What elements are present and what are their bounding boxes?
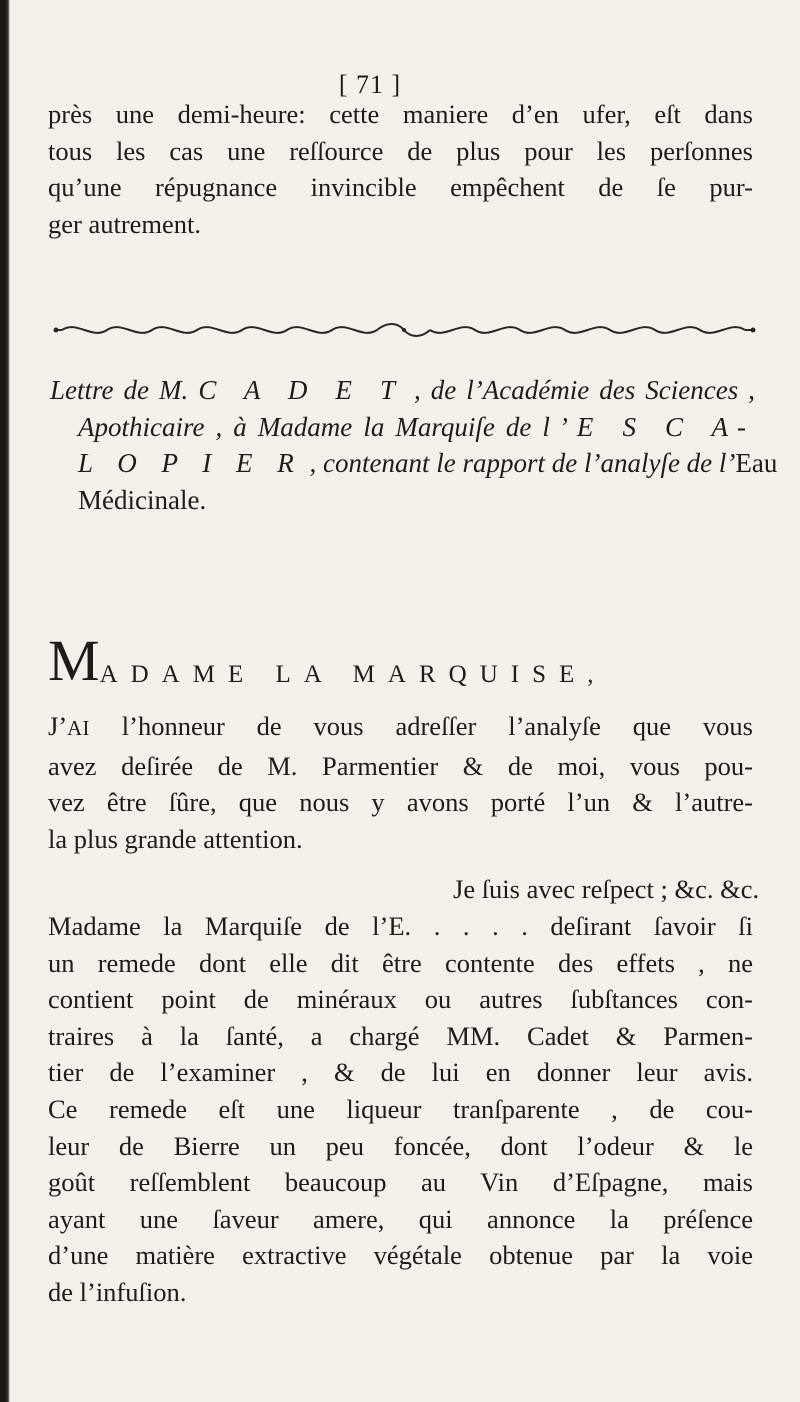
heading-line-1 (50, 372, 755, 409)
text-line: la plus grande attention. (48, 823, 303, 854)
letter-body (48, 708, 760, 1311)
top-paragraph (48, 96, 753, 242)
text-line: un remede dont elle dit être contente des effets , ne (48, 947, 753, 978)
text-line: tier de l’examiner , & de lui en donner leur avis. (48, 1057, 753, 1088)
heading-text: , contenant le rapport de l’analyſe de l’ (309, 448, 736, 479)
heading-text: , de l’Académie des Sciences , (414, 375, 756, 405)
text-line: de l’infuſion. (48, 1276, 187, 1307)
text-line: leur de Bierre un peu foncée, dont l’odeur & le (48, 1130, 753, 1161)
heading-text: Lettre de M. (50, 375, 189, 405)
text-line: ayant une ſaveur amere, qui annonce la préſence (48, 1203, 753, 1234)
salutation-initial: M (48, 628, 100, 693)
opening-initial: J’ (48, 711, 68, 741)
text-line: avez deſirée de M. Parmentier & de moi, vous pou- (48, 750, 753, 781)
opening-text: l’honneur de vous adreſſer l’analyſe que vous (89, 711, 753, 741)
text-line: d’une matière extractive végétale obtenue par la voie (48, 1240, 753, 1271)
page-binding-edge (0, 0, 10, 1402)
text-line: près une demi-heure: cette maniere d’en ufer, eſt dans (48, 99, 753, 129)
letter-closing: Je ſuis avec reſpect ; &c. &c. (453, 874, 760, 905)
page-number: [ 71 ] (338, 70, 402, 99)
text-line: ger autrement. (48, 208, 202, 239)
heading-text: Eau (735, 448, 778, 479)
heading-text: l’E S C A- (542, 411, 756, 442)
heading-line-2 (50, 409, 755, 446)
letter-heading (50, 372, 778, 518)
text-line (48, 708, 753, 748)
heading-line-4: Médicinale. (78, 484, 207, 515)
heading-line-3 (50, 445, 778, 482)
heading-text: L O P I E R (78, 448, 303, 479)
heading-text: Apothicaire , à Madame la Marquiſe de (78, 411, 532, 442)
opening-smallcaps: AI (67, 718, 90, 740)
text-line: tous les cas une reſſource de plus pour les perſonnes (48, 135, 753, 166)
salutation (48, 628, 753, 693)
text-line: qu’une répugnance invincible empêchent de ſe pur- (48, 172, 753, 203)
author-name: C A D E T (198, 375, 404, 405)
ornamental-divider (52, 318, 757, 342)
text-line: Madame la Marquiſe de l’E. . . . . deſirant ſavoir ſi (48, 910, 753, 941)
text-line: Ce remede eſt une liqueur tranſparente , de cou- (48, 1093, 753, 1124)
text-line: goût reſſemblent beaucoup au Vin d’Eſpagne, mais (48, 1167, 753, 1198)
salutation-text: ADAME LA MARQUISE, (99, 661, 607, 688)
text-line: contient point de minéraux ou autres ſubſtances con- (48, 984, 753, 1015)
text-line: vez être ſûre, que nous y avons porté l’un & l’autre- (48, 787, 753, 818)
text-line: traires à la ſanté, a chargé MM. Cadet & Parmen- (48, 1020, 753, 1051)
